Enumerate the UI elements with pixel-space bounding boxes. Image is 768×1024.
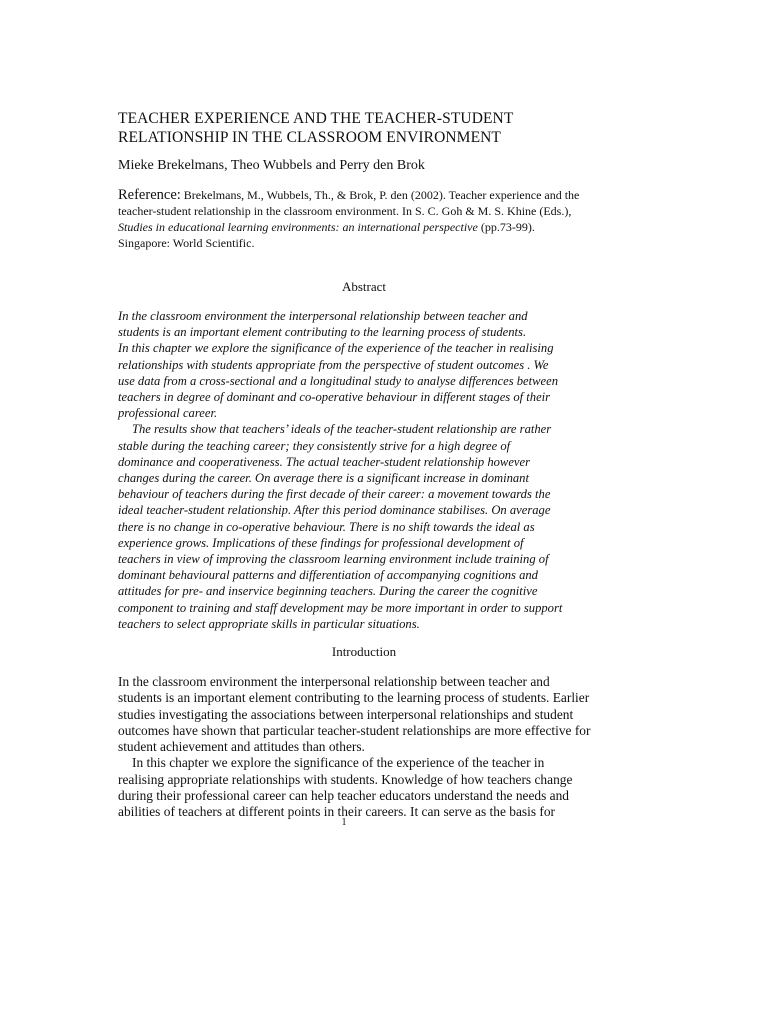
abstract-line: stable during the teaching career; they consistently strive for a high degree of — [118, 438, 511, 453]
abstract-line: experience grows. Implications of these findings for professional development of — [118, 535, 524, 550]
abstract-body — [118, 308, 618, 632]
abstract-heading: Abstract — [341, 279, 387, 294]
abstract-line: component to training and staff development may be more important in order to support — [118, 600, 563, 615]
abstract-line: teachers to select appropriate skills in particular situations. — [118, 616, 420, 631]
abstract-line: there is no change in co-operative behaviour. There is no shift towards the ideal as — [118, 519, 535, 534]
abstract-line: use data from a cross-sectional and a longitudinal study to analyse differences between — [118, 373, 559, 388]
reference-line-2: teacher-student relationship in the classroom environment. In S. C. Goh & M. S. Khine (Eds.), — [118, 204, 572, 218]
abstract-line: behaviour of teachers during the first decade of their career: a movement towards the — [118, 487, 551, 502]
page-number: 1 — [341, 817, 347, 828]
abstract-line: In the classroom environment the interpersonal relationship between teacher and — [118, 309, 528, 323]
abstract-line: teachers in view of improving the classroom learning environment include training of — [118, 552, 549, 567]
intro-line: realising appropriate relationships with students. Knowledge of how teachers change — [118, 771, 573, 787]
intro-line: students is an important element contributing to the learning process of students. Earlier — [118, 690, 590, 706]
intro-line: student achievement and attitudes than others. — [118, 739, 365, 755]
reference — [118, 187, 618, 251]
abstract-line: ideal teacher-student relationship. After this period dominance stabilises. On average — [118, 503, 551, 518]
abstract-line: dominant behavioural patterns and differentiation of accompanying cognitions and — [118, 568, 538, 583]
abstract-line: The results show that teachers’ ideals of the teacher-student relationship are rather — [132, 422, 552, 437]
abstract-line: attitudes for pre- and inservice beginning teachers. During the career the cognitive — [118, 584, 538, 599]
introduction-body — [118, 674, 618, 821]
abstract-line: In this chapter we explore the significance of the experience of the teacher in realising — [118, 341, 554, 356]
intro-line: during their professional career can help teacher educators understand the needs and — [118, 788, 569, 804]
reference-label: Reference: — [118, 187, 181, 203]
intro-line: studies investigating the associations between interpersonal relationships and student — [118, 706, 574, 722]
title-line-2: RELATIONSHIP IN THE CLASSROOM ENVIRONMENT — [118, 129, 501, 146]
abstract-line: dominance and cooperativeness. The actual teacher-student relationship however — [118, 454, 530, 469]
abstract-line: students is an important element contributing to the learning process of students. — [118, 325, 527, 340]
abstract-line: changes during the career. On average there is a significant increase in dominant — [118, 471, 529, 486]
reference-line-1-text: Brekelmans, M., Wubbels, Th., & Brok, P. den (2002). Teacher experience and the — [183, 188, 580, 202]
title-line-1: TEACHER EXPERIENCE AND THE TEACHER-STUDENT — [118, 110, 514, 127]
document-title — [118, 109, 678, 147]
reference-book-title: Studies in educational learning environments: an international perspective — [118, 220, 478, 234]
abstract-line: professional career. — [118, 406, 218, 421]
intro-line: outcomes have shown that particular teacher-student relationships are more effective for — [118, 722, 591, 738]
intro-line: In the classroom environment the interpersonal relationship between teacher and — [118, 674, 550, 689]
intro-line: In this chapter we explore the significance of the experience of the teacher in — [132, 755, 545, 771]
introduction-heading: Introduction — [331, 644, 397, 659]
abstract-line: teachers in degree of dominant and co-operative behaviour in different stages of their — [118, 390, 551, 405]
reference-line-3 — [118, 219, 618, 235]
reference-pages: (pp.73-99). — [477, 220, 535, 234]
authors: Mieke Brekelmans, Theo Wubbels and Perry den Brok — [118, 158, 425, 173]
reference-line-1 — [118, 187, 618, 203]
intro-line: abilities of teachers at different points in their careers. It can serve as the basis for — [118, 804, 556, 820]
reference-line-4: Singapore: World Scientific. — [118, 236, 255, 250]
abstract-line: relationships with students appropriate from the perspective of student outcomes . We — [118, 357, 549, 372]
